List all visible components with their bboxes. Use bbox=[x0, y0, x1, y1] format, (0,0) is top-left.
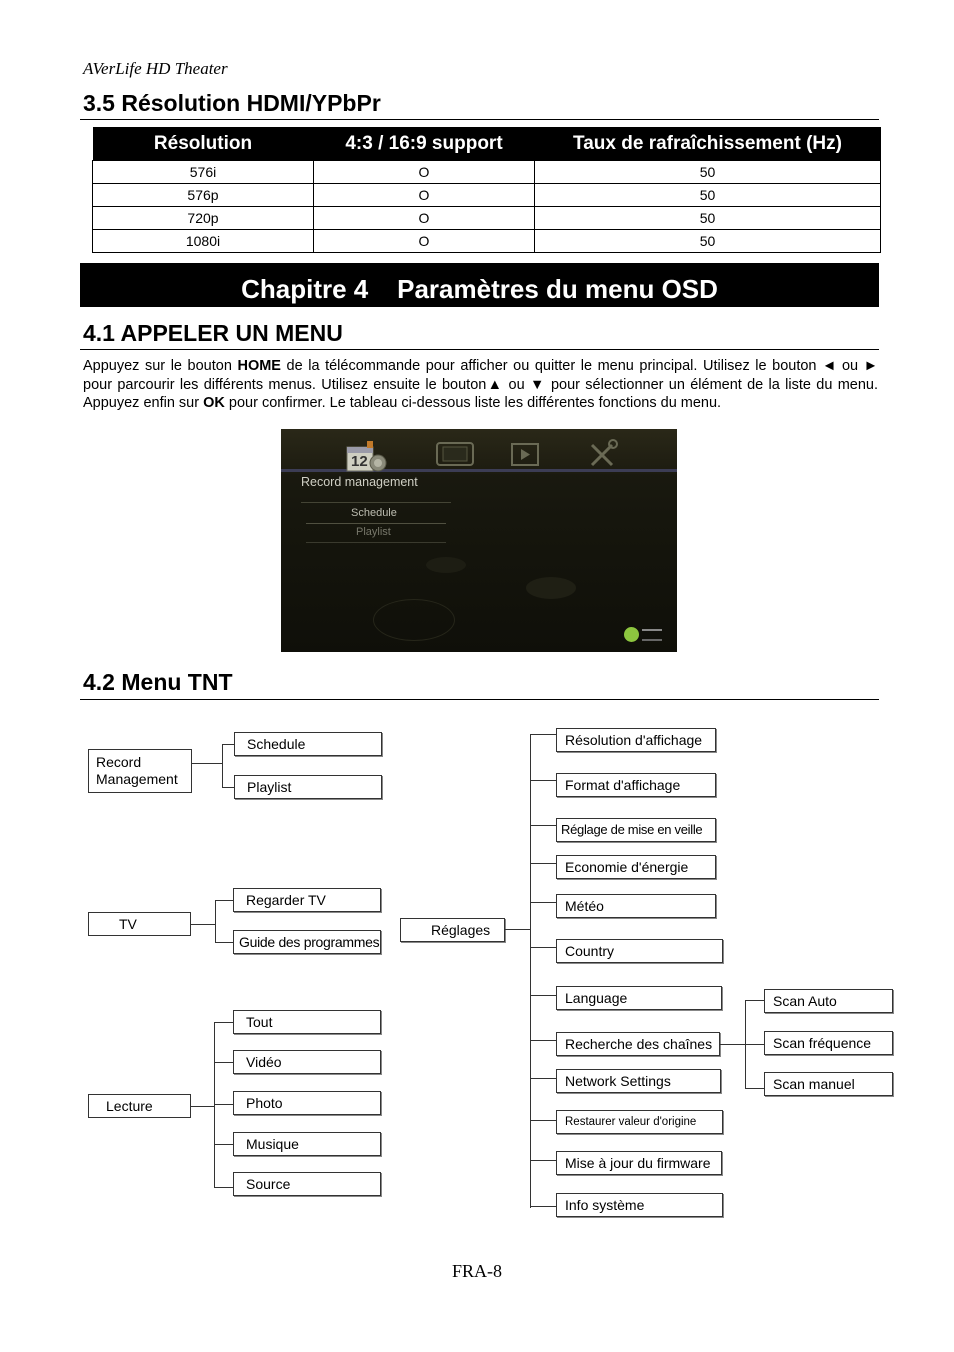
tree-connector bbox=[214, 1187, 233, 1188]
tree-connector bbox=[530, 825, 556, 826]
tree-node-photo: Photo bbox=[233, 1091, 381, 1115]
osd-glow bbox=[426, 557, 466, 573]
tree-connector bbox=[530, 1078, 556, 1079]
tree-connector bbox=[530, 1160, 556, 1161]
table-cell: 1080i bbox=[93, 230, 314, 253]
osd-logo-text bbox=[642, 629, 662, 641]
table-header: Taux de rafraîchissement (Hz) bbox=[535, 127, 881, 161]
tree-node-format-affichage: Format d'affichage bbox=[556, 773, 716, 797]
section-heading-4-1: 4.1 APPELER UN MENU bbox=[83, 320, 343, 346]
section-rule bbox=[80, 349, 879, 350]
tree-connector bbox=[530, 947, 556, 948]
tree-node-record-management: Record Management bbox=[88, 749, 192, 793]
paragraph-text: Appuyez sur le bouton bbox=[83, 358, 238, 374]
osd-divider bbox=[306, 523, 446, 524]
tree-connector bbox=[191, 924, 215, 925]
section-rule bbox=[80, 699, 879, 700]
tree-node-source: Source bbox=[233, 1172, 381, 1196]
section-rule bbox=[80, 119, 879, 120]
section-heading-3-5: 3.5 Résolution HDMI/YPbPr bbox=[83, 90, 381, 116]
page-number: FRA-8 bbox=[451, 1261, 502, 1281]
tree-connector bbox=[745, 1000, 764, 1001]
tree-node-video: Vidéo bbox=[233, 1050, 381, 1074]
tree-node-mise-a-jour-firmware: Mise à jour du firmware bbox=[556, 1151, 722, 1175]
table-cell: O bbox=[314, 207, 535, 230]
calendar-number: 12 bbox=[351, 453, 368, 470]
tree-connector bbox=[530, 1120, 556, 1121]
tree-connector bbox=[745, 1044, 764, 1045]
media-icon bbox=[510, 441, 542, 474]
tree-connector bbox=[214, 1144, 233, 1145]
tree-connector bbox=[530, 1040, 556, 1041]
chapter-banner bbox=[80, 263, 879, 307]
tree-connector bbox=[214, 1022, 215, 1188]
tree-connector bbox=[222, 744, 223, 787]
tree-connector bbox=[214, 1062, 233, 1063]
chapter-title: Chapitre 4 Paramètres du menu OSD bbox=[241, 274, 718, 304]
tree-node-musique: Musique bbox=[233, 1132, 381, 1156]
osd-glow bbox=[526, 577, 576, 599]
calendar-icon bbox=[345, 441, 387, 475]
table-cell: 720p bbox=[93, 207, 314, 230]
table-cell: 50 bbox=[535, 161, 881, 184]
tree-node-language: Language bbox=[556, 986, 722, 1010]
tree-connector bbox=[530, 1206, 556, 1207]
table-cell: O bbox=[314, 161, 535, 184]
table-cell: 576p bbox=[93, 184, 314, 207]
paragraph-text: de la télécommande pour afficher ou quitter le menu principal. Utilisez le bouton ◄ ou ► pour parcourir les différents menus. Utilisez ensuite le bouton▲ ou ▼ pour sélectionner un élément de la liste du menu. Appuyez enfin sur bbox=[83, 358, 879, 411]
table-row bbox=[93, 184, 881, 207]
tree-node-meteo: Météo bbox=[556, 894, 716, 918]
tree-node-country: Country bbox=[556, 939, 723, 963]
tree-node-mise-en-veille: Réglage de mise en veille bbox=[556, 818, 716, 842]
table-row bbox=[93, 207, 881, 230]
tree-connector bbox=[192, 763, 222, 764]
tree-connector bbox=[214, 1022, 233, 1023]
tree-connector bbox=[222, 744, 234, 745]
tree-node-scan-auto: Scan Auto bbox=[764, 989, 893, 1013]
osd-menu-title: Record management bbox=[301, 475, 418, 489]
tree-node-lecture: Lecture bbox=[88, 1094, 191, 1118]
osd-glow bbox=[373, 599, 455, 641]
table-header-row bbox=[93, 127, 881, 161]
tree-connector bbox=[745, 1088, 764, 1089]
tree-connector bbox=[720, 1044, 746, 1045]
tree-connector bbox=[215, 900, 216, 942]
osd-divider bbox=[306, 542, 446, 543]
tree-connector bbox=[530, 995, 556, 996]
tree-node-scan-manuel: Scan manuel bbox=[764, 1072, 893, 1096]
tree-node-playlist: Playlist bbox=[234, 775, 382, 799]
table-cell: 50 bbox=[535, 184, 881, 207]
tree-connector bbox=[530, 734, 556, 735]
table-cell: O bbox=[314, 230, 535, 253]
running-head: AVerLife HD Theater bbox=[83, 59, 228, 78]
tree-node-tout: Tout bbox=[233, 1010, 381, 1034]
table-cell: O bbox=[314, 184, 535, 207]
tree-node-economie-energie: Economie d'énergie bbox=[556, 855, 716, 879]
table-header: 4:3 / 16:9 support bbox=[314, 127, 535, 161]
tv-icon bbox=[435, 441, 475, 474]
osd-divider bbox=[301, 502, 451, 503]
section-heading-4-2: 4.2 Menu TNT bbox=[83, 669, 233, 695]
tools-icon bbox=[586, 439, 620, 476]
tree-node-scan-frequence: Scan fréquence bbox=[764, 1031, 893, 1055]
tree-node-network-settings: Network Settings bbox=[556, 1069, 721, 1093]
tree-node-reglages: Réglages bbox=[400, 918, 505, 942]
tree-connector bbox=[505, 929, 531, 930]
tree-connector bbox=[215, 900, 233, 901]
instruction-paragraph bbox=[83, 357, 878, 413]
table-cell: 50 bbox=[535, 207, 881, 230]
tree-node-tv: TV bbox=[88, 912, 191, 936]
tree-node-info-systeme: Info système bbox=[556, 1193, 723, 1217]
tree-connector bbox=[530, 734, 531, 1208]
tree-connector bbox=[530, 780, 556, 781]
table-row bbox=[93, 230, 881, 253]
tree-node-schedule: Schedule bbox=[234, 732, 382, 756]
tree-node-guide-programmes: Guide des programmes bbox=[233, 930, 381, 954]
tree-node-regarder-tv: Regarder TV bbox=[233, 888, 381, 912]
tree-connector bbox=[530, 863, 556, 864]
tree-node-restaurer-valeur: Restaurer valeur d'origine bbox=[556, 1110, 723, 1134]
tree-connector bbox=[215, 942, 233, 943]
osd-logo-icon bbox=[624, 627, 639, 642]
tree-connector bbox=[222, 787, 234, 788]
table-header: Résolution bbox=[93, 127, 314, 161]
table-row bbox=[93, 161, 881, 184]
tree-node-resolution-affichage: Résolution d'affichage bbox=[556, 728, 716, 752]
tree-connector bbox=[191, 1106, 215, 1107]
tree-node-recherche-chaines: Recherche des chaînes bbox=[556, 1032, 720, 1056]
osd-item-schedule[interactable]: Schedule bbox=[351, 507, 397, 519]
tree-connector bbox=[214, 1104, 233, 1105]
tree-connector bbox=[530, 902, 556, 903]
table-cell: 576i bbox=[93, 161, 314, 184]
paragraph-text: pour confirmer. Le tableau ci-dessous liste les différentes fonctions du menu. bbox=[224, 395, 722, 411]
home-key-label: HOME bbox=[237, 358, 281, 374]
ok-key-label: OK bbox=[203, 395, 225, 411]
osd-screenshot bbox=[281, 429, 677, 652]
resolution-table bbox=[92, 127, 881, 253]
osd-item-playlist[interactable]: Playlist bbox=[356, 526, 391, 538]
table-cell: 50 bbox=[535, 230, 881, 253]
